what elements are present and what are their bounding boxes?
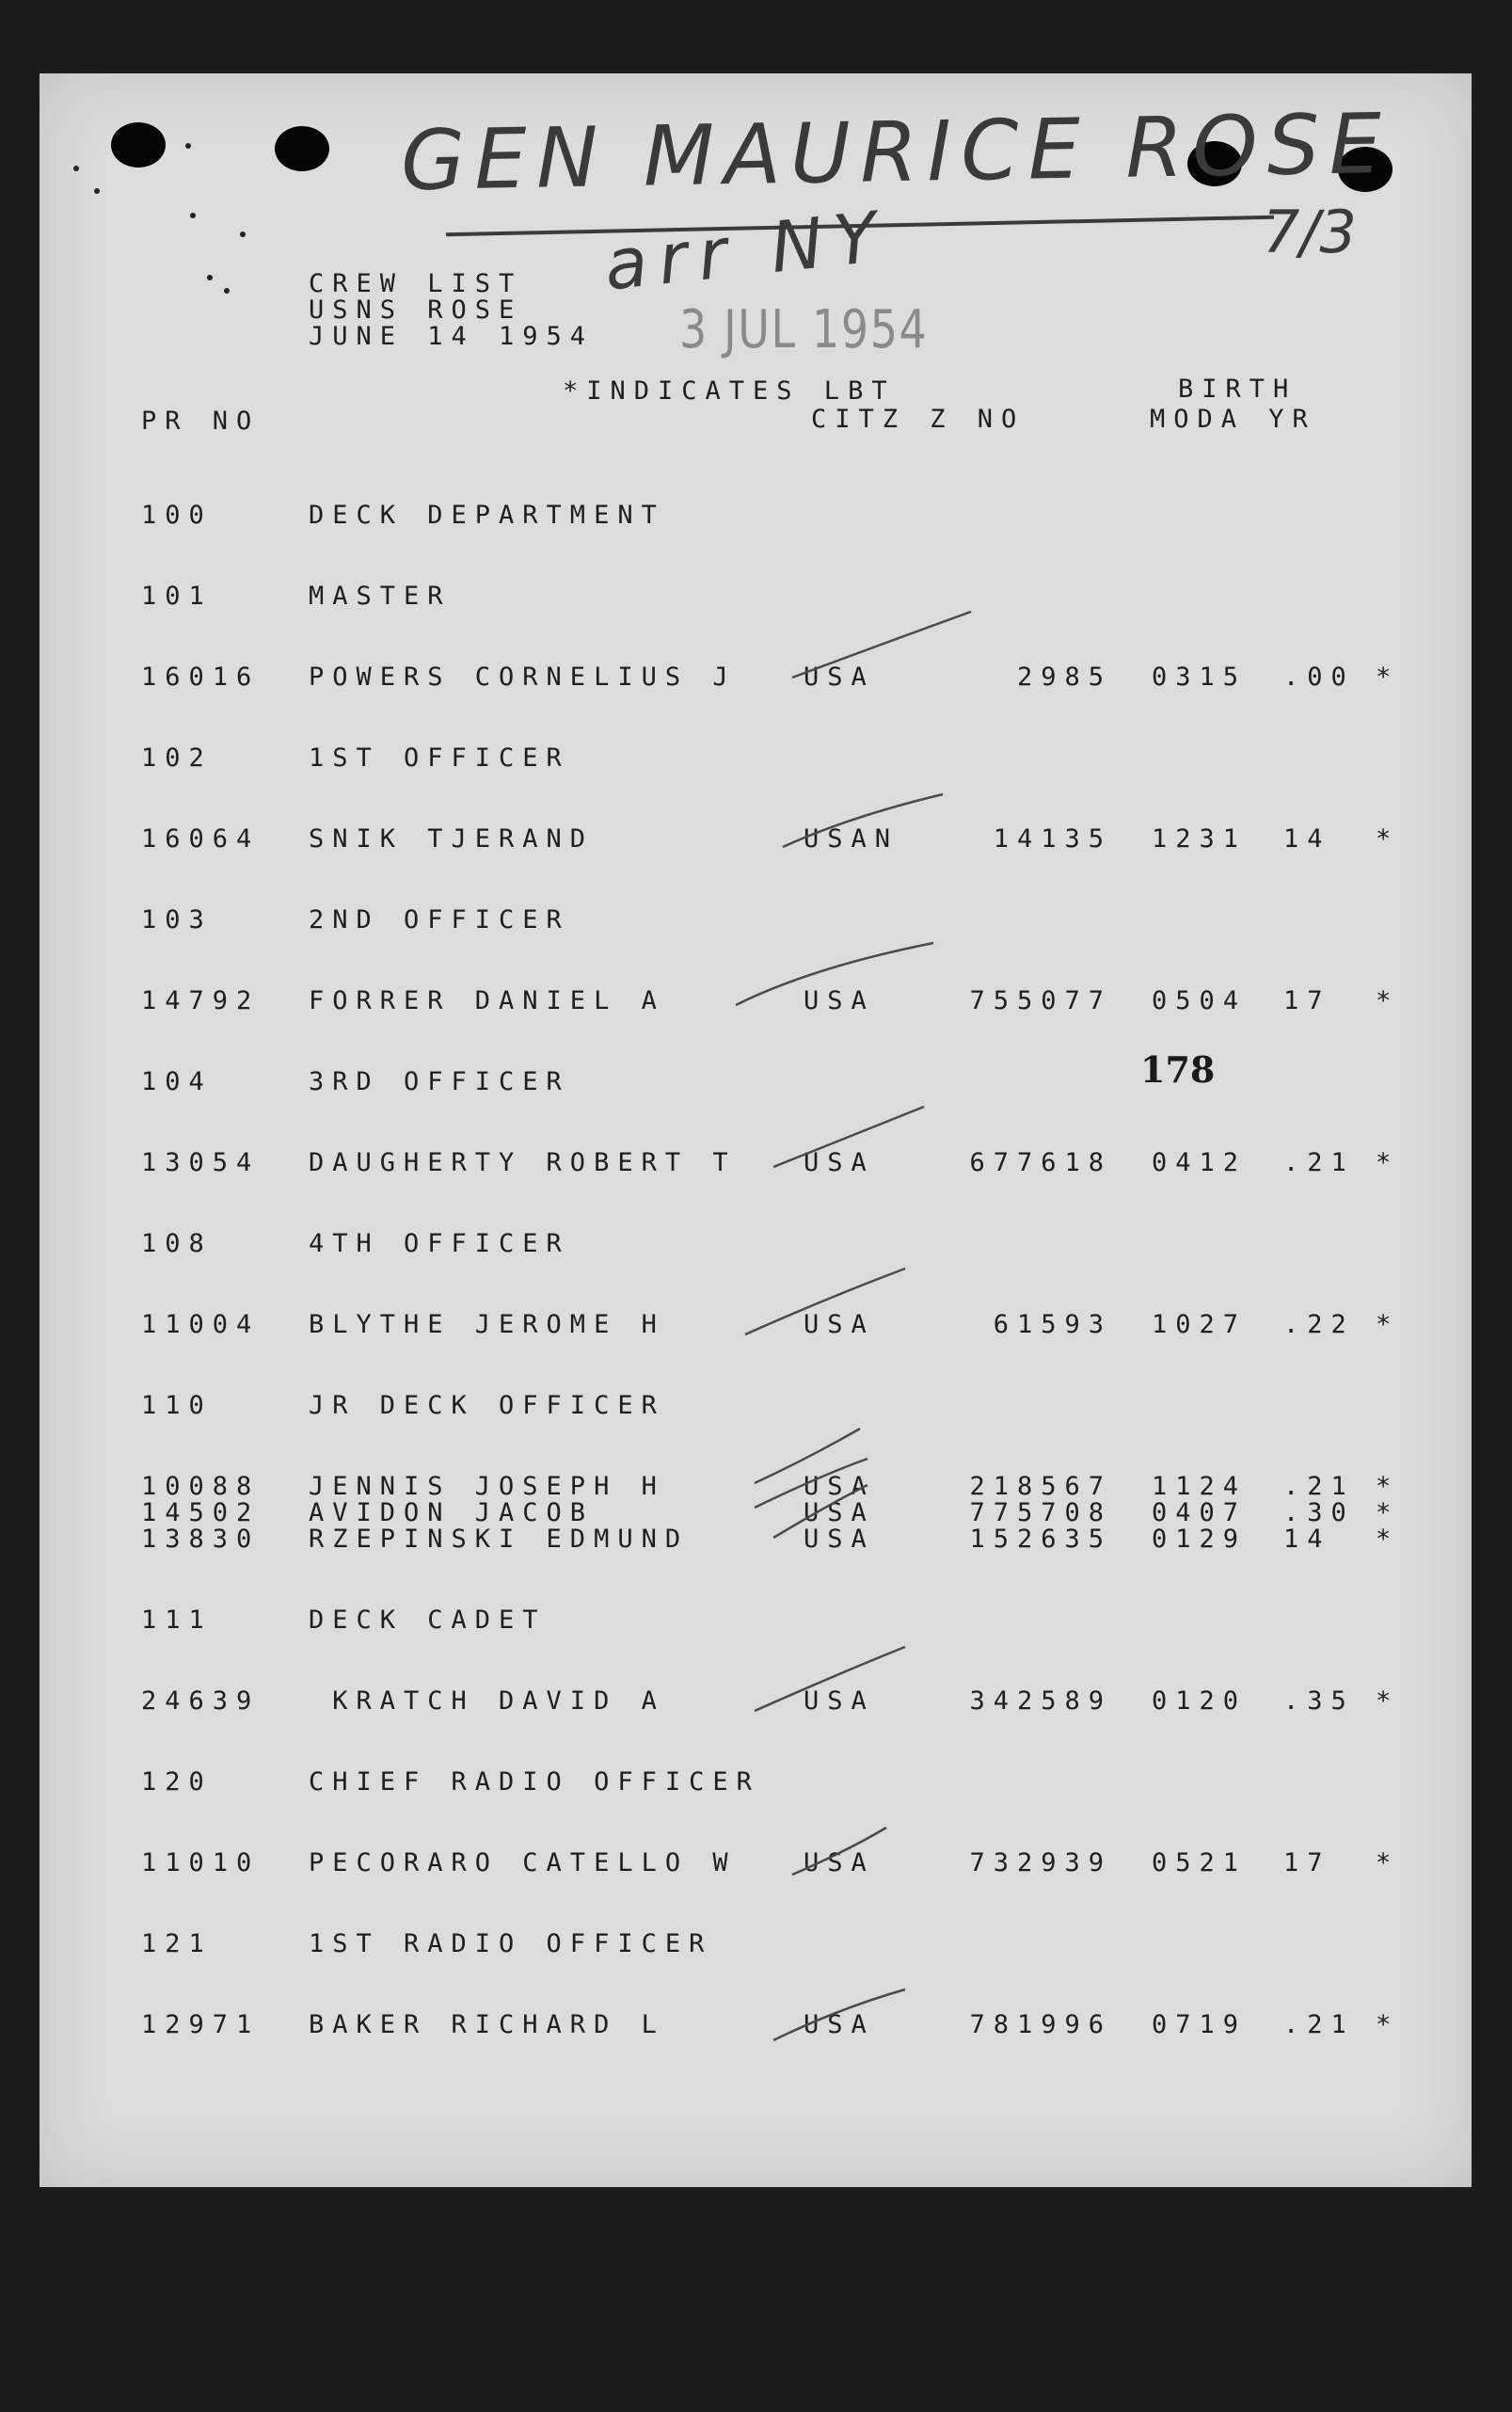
lbt-indicator: *: [1376, 824, 1400, 854]
pr-number: 16064: [141, 824, 261, 854]
citizenship: USA: [804, 1148, 875, 1177]
lbt-indicator: *: [1376, 663, 1400, 692]
citizenship: USA: [804, 2010, 875, 2039]
check-mark: [755, 1647, 905, 1711]
document-page: [40, 73, 1472, 2187]
pr-number: 14502: [141, 1498, 261, 1527]
crew-name: SNIK TJERAND: [309, 824, 595, 854]
pr-number: 104: [141, 1067, 213, 1096]
header-line: JUNE 14 1954: [309, 322, 595, 351]
pr-number: 14792: [141, 986, 261, 1015]
pr-number: 100: [141, 501, 213, 530]
crew-name: BLYTHE JEROME H: [309, 1310, 665, 1339]
lbt-indicator: *: [1376, 986, 1400, 1015]
pr-number: 121: [141, 1929, 213, 1958]
z-number: 218567: [969, 1472, 1112, 1501]
z-number: 342589: [969, 1686, 1112, 1716]
birth-year: 17: [1283, 1848, 1331, 1877]
page-number: 178: [1140, 1048, 1216, 1091]
pr-number: 111: [141, 1605, 213, 1635]
pr-number: 103: [141, 905, 213, 934]
citizenship: USA: [804, 1310, 875, 1339]
pr-number: 13830: [141, 1525, 261, 1554]
citizenship: USA: [804, 986, 875, 1015]
check-mark: [773, 1107, 924, 1167]
received-date-stamp: 3 JUL 1954: [679, 299, 929, 360]
birth-moda: 1231: [1152, 824, 1248, 854]
lbt-indicator: *: [1376, 1848, 1400, 1877]
check-mark: [792, 1828, 886, 1875]
column-header-moda-yr: MODA YR: [1150, 405, 1316, 434]
birth-year: .30: [1283, 1498, 1355, 1527]
lbt-indicator: *: [1376, 2010, 1400, 2039]
check-mark: [792, 612, 971, 678]
lbt-indicator: *: [1376, 1472, 1400, 1501]
handwritten-title: GEN MAURICE ROSE: [400, 94, 1392, 210]
birth-moda: 1027: [1152, 1310, 1248, 1339]
lbt-indicator: *: [1376, 1525, 1400, 1554]
header-line: CREW LIST: [309, 269, 523, 298]
check-mark: [736, 943, 933, 1005]
birth-year: 17: [1283, 986, 1331, 1015]
birth-moda: 0412: [1152, 1148, 1248, 1177]
birth-year: 14: [1283, 1525, 1331, 1554]
crew-name: JENNIS JOSEPH H: [309, 1472, 665, 1501]
citizenship: USAN: [804, 824, 899, 854]
crew-name: 3RD OFFICER: [309, 1067, 570, 1096]
birth-moda: 0315: [1152, 663, 1248, 692]
check-mark: [755, 1459, 867, 1508]
pr-number: 24639: [141, 1686, 261, 1716]
z-number: 14135: [993, 824, 1112, 854]
pr-number: 13054: [141, 1148, 261, 1177]
z-number: 677618: [969, 1148, 1112, 1177]
header-line: USNS ROSE: [309, 296, 523, 325]
birth-year: .21: [1283, 2010, 1355, 2039]
lbt-indicator: *: [1376, 1148, 1400, 1177]
z-number: 781996: [969, 2010, 1112, 2039]
citizenship: USA: [804, 1686, 875, 1716]
pr-number: 11004: [141, 1310, 261, 1339]
crew-name: DAUGHERTY ROBERT T: [309, 1148, 737, 1177]
pr-number: 108: [141, 1229, 213, 1258]
crew-name: FORRER DANIEL A: [309, 986, 665, 1015]
birth-year: .35: [1283, 1686, 1355, 1716]
birth-year: .21: [1283, 1472, 1355, 1501]
z-number: 755077: [969, 986, 1112, 1015]
crew-name: JR DECK OFFICER: [309, 1391, 665, 1420]
z-number: 61593: [993, 1310, 1112, 1339]
pr-number: 110: [141, 1391, 213, 1420]
check-mark: [745, 1269, 905, 1334]
handwritten-fraction: 7/3: [1263, 198, 1357, 266]
pr-number: 120: [141, 1767, 213, 1797]
handwritten-arrival: arr NY: [600, 196, 892, 307]
birth-year: .22: [1283, 1310, 1355, 1339]
pr-number: 101: [141, 582, 213, 611]
crew-name: DECK CADET: [309, 1605, 547, 1635]
birth-year: .00: [1283, 663, 1355, 692]
column-header-citz-z-no: CITZ Z NO: [811, 405, 1026, 434]
check-mark: [773, 1989, 905, 2040]
legend-indicates: *INDICATES LBT: [563, 376, 896, 406]
crew-name: POWERS CORNELIUS J: [309, 663, 737, 692]
pr-number: 11010: [141, 1848, 261, 1877]
citizenship: USA: [804, 1848, 875, 1877]
column-header-pr-no: PR NO: [141, 407, 261, 436]
crew-name: BAKER RICHARD L: [309, 2010, 665, 2039]
crew-name: PECORARO CATELLO W: [309, 1848, 737, 1877]
birth-moda: 0120: [1152, 1686, 1248, 1716]
citizenship: USA: [804, 1525, 875, 1554]
crew-name: AVIDON JACOB: [309, 1498, 595, 1527]
lbt-indicator: *: [1376, 1686, 1400, 1716]
crew-name: DECK DEPARTMENT: [309, 501, 665, 530]
birth-year: 14: [1283, 824, 1331, 854]
check-marks: [40, 73, 1472, 2187]
crew-name: MASTER: [309, 582, 452, 611]
crew-name: 2ND OFFICER: [309, 905, 570, 934]
birth-year: .21: [1283, 1148, 1355, 1177]
birth-moda: 1124: [1152, 1472, 1248, 1501]
crew-name: KRATCH DAVID A: [309, 1686, 665, 1716]
z-number: 2985: [1016, 663, 1112, 692]
crew-name: RZEPINSKI EDMUND: [309, 1525, 690, 1554]
citizenship: USA: [804, 663, 875, 692]
birth-moda: 0407: [1152, 1498, 1248, 1527]
crew-name: 4TH OFFICER: [309, 1229, 570, 1258]
birth-moda: 0521: [1152, 1848, 1248, 1877]
birth-header: BIRTH: [1178, 375, 1297, 404]
crew-name: 1ST RADIO OFFICER: [309, 1929, 713, 1958]
citizenship: USA: [804, 1498, 875, 1527]
z-number: 732939: [969, 1848, 1112, 1877]
citizenship: USA: [804, 1472, 875, 1501]
pr-number: 102: [141, 743, 213, 773]
z-number: 775708: [969, 1498, 1112, 1527]
check-mark: [783, 794, 943, 847]
birth-moda: 0504: [1152, 986, 1248, 1015]
crew-name: CHIEF RADIO OFFICER: [309, 1767, 760, 1797]
pr-number: 16016: [141, 663, 261, 692]
pr-number: 12971: [141, 2010, 261, 2039]
pr-number: 10088: [141, 1472, 261, 1501]
z-number: 152635: [969, 1525, 1112, 1554]
lbt-indicator: *: [1376, 1310, 1400, 1339]
birth-moda: 0719: [1152, 2010, 1248, 2039]
lbt-indicator: *: [1376, 1498, 1400, 1527]
crew-name: 1ST OFFICER: [309, 743, 570, 773]
birth-moda: 0129: [1152, 1525, 1248, 1554]
check-mark: [755, 1429, 860, 1483]
